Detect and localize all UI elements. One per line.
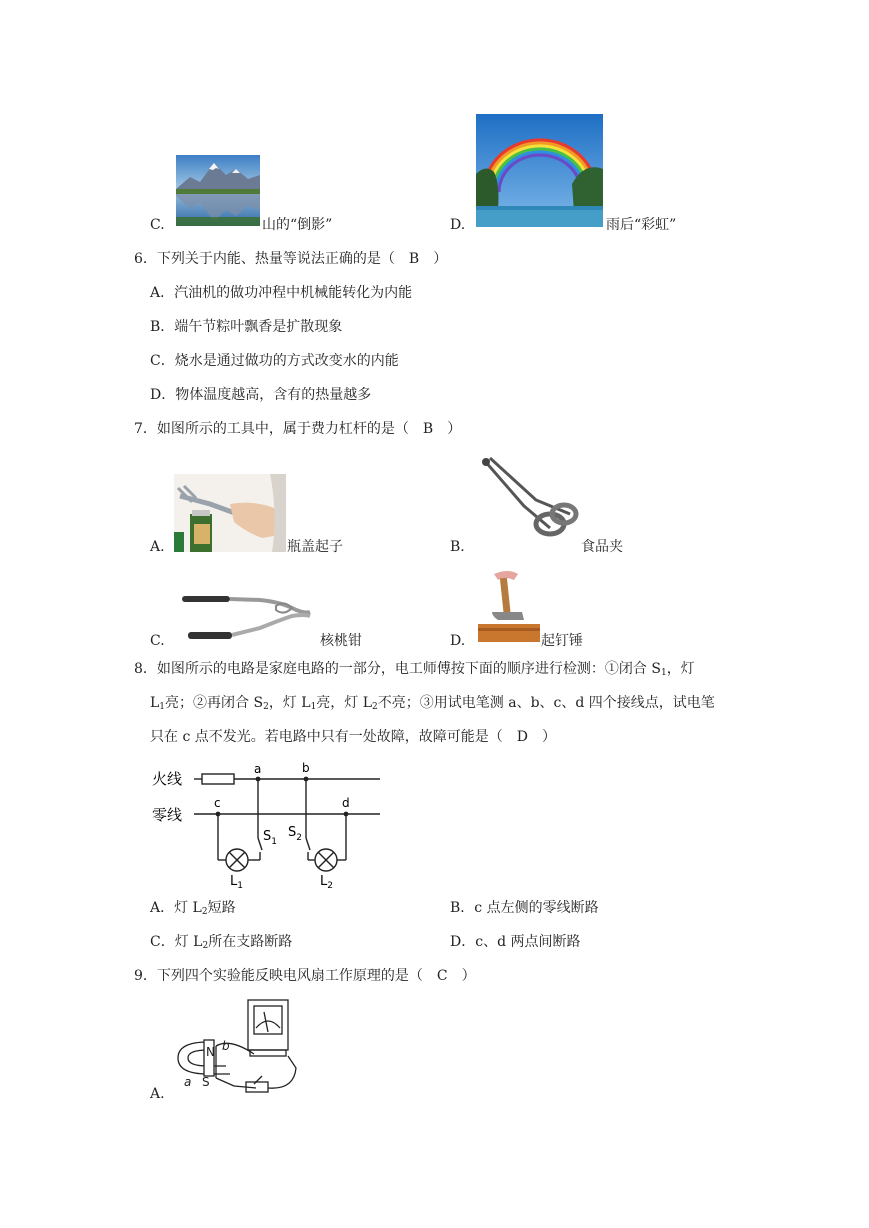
q6-option-c: C．烧水是通过做功的方式改变水的内能	[150, 353, 399, 369]
q7-stem: 7．如图所示的工具中，属于费力杠杆的是（ B ）	[134, 421, 462, 437]
q8-option-d: D．c、d 两点间断路	[450, 934, 581, 950]
lamp-l2-label: $L_2$	[320, 874, 333, 888]
q6-option-d: D．物体温度越高，含有的热量越多	[150, 387, 372, 403]
q8-stem-line1: 8．如图所示的电路是家庭电路的一部分，电工师傅按下面的顺序进行检测：①闭合 $S_1$，灯	[134, 661, 695, 678]
nutcracker-image	[180, 588, 316, 644]
q7-option-c-label: C.	[150, 633, 165, 649]
q8-option-c: C．灯 $L_2$所在支路断路	[150, 934, 293, 951]
switch-s1-label: $S_1$	[263, 829, 277, 847]
q8-option-b: B．c 点左侧的零线断路	[450, 900, 599, 916]
galvanometer-experiment-diagram	[170, 998, 304, 1096]
wire-b-label: b	[222, 1039, 230, 1053]
point-c-label: c	[214, 796, 221, 810]
point-a-label: a	[254, 762, 262, 776]
q5-option-d-label: D.	[450, 217, 466, 233]
q5-option-d-text: 雨后“彩虹”	[606, 217, 677, 233]
live-wire-label: 火线	[152, 770, 183, 788]
q5-option-c-text: 山的“倒影”	[262, 217, 333, 233]
q7-option-a-label: A.	[150, 539, 165, 555]
claw-hammer-image	[478, 568, 540, 642]
q9-option-a-label: A.	[150, 1086, 165, 1102]
q6-option-a: A．汽油机的做功冲程中机械能转化为内能	[150, 285, 413, 301]
bottle-opener-image	[174, 474, 286, 552]
q7-option-b-label: B.	[450, 539, 465, 555]
mountain-reflection-image	[176, 155, 260, 226]
magnet-n-label: N	[206, 1045, 215, 1059]
q6-stem: 6．下列关于内能、热量等说法正确的是（ B ）	[134, 251, 448, 267]
rainbow-image	[476, 114, 603, 227]
point-b-label: b	[302, 761, 310, 775]
q8-option-a: A．灯 $L_2$短路	[150, 900, 236, 917]
q8-stem-line3: 只在 c 点不发光。若电路中只有一处故障，故障可能是（ D ）	[150, 729, 556, 745]
neutral-wire-label: 零线	[152, 806, 183, 824]
magnet-s-label: S	[202, 1075, 210, 1089]
switch-s2-label: $S_2$	[288, 825, 302, 843]
q6-option-b: B．端午节粽叶飘香是扩散现象	[150, 319, 343, 335]
point-d-label: d	[342, 796, 350, 810]
q7-option-c-text: 核桃钳	[320, 633, 362, 649]
q9-stem: 9．下列四个实验能反映电风扇工作原理的是（ C ）	[134, 968, 476, 984]
q7-option-b-text: 食品夹	[581, 539, 623, 555]
q7-option-d-label: D.	[450, 633, 466, 649]
q7-option-a-text: 瓶盖起子	[287, 539, 343, 555]
q7-option-d-text: 起钉锤	[541, 633, 583, 649]
wire-a-label: a	[184, 1075, 192, 1089]
q8-stem-line2: $L_1$亮；②再闭合 $S_2$，灯 $L_1$亮，灯 $L_2$不亮；③用试电笔测 a、b、c、d 四个接线点，试电笔	[150, 695, 715, 712]
lamp-l1-label: $L_1$	[230, 874, 243, 888]
household-circuit-diagram	[150, 760, 386, 888]
q5-option-c-label: C.	[150, 217, 165, 233]
food-tongs-image	[478, 456, 580, 548]
